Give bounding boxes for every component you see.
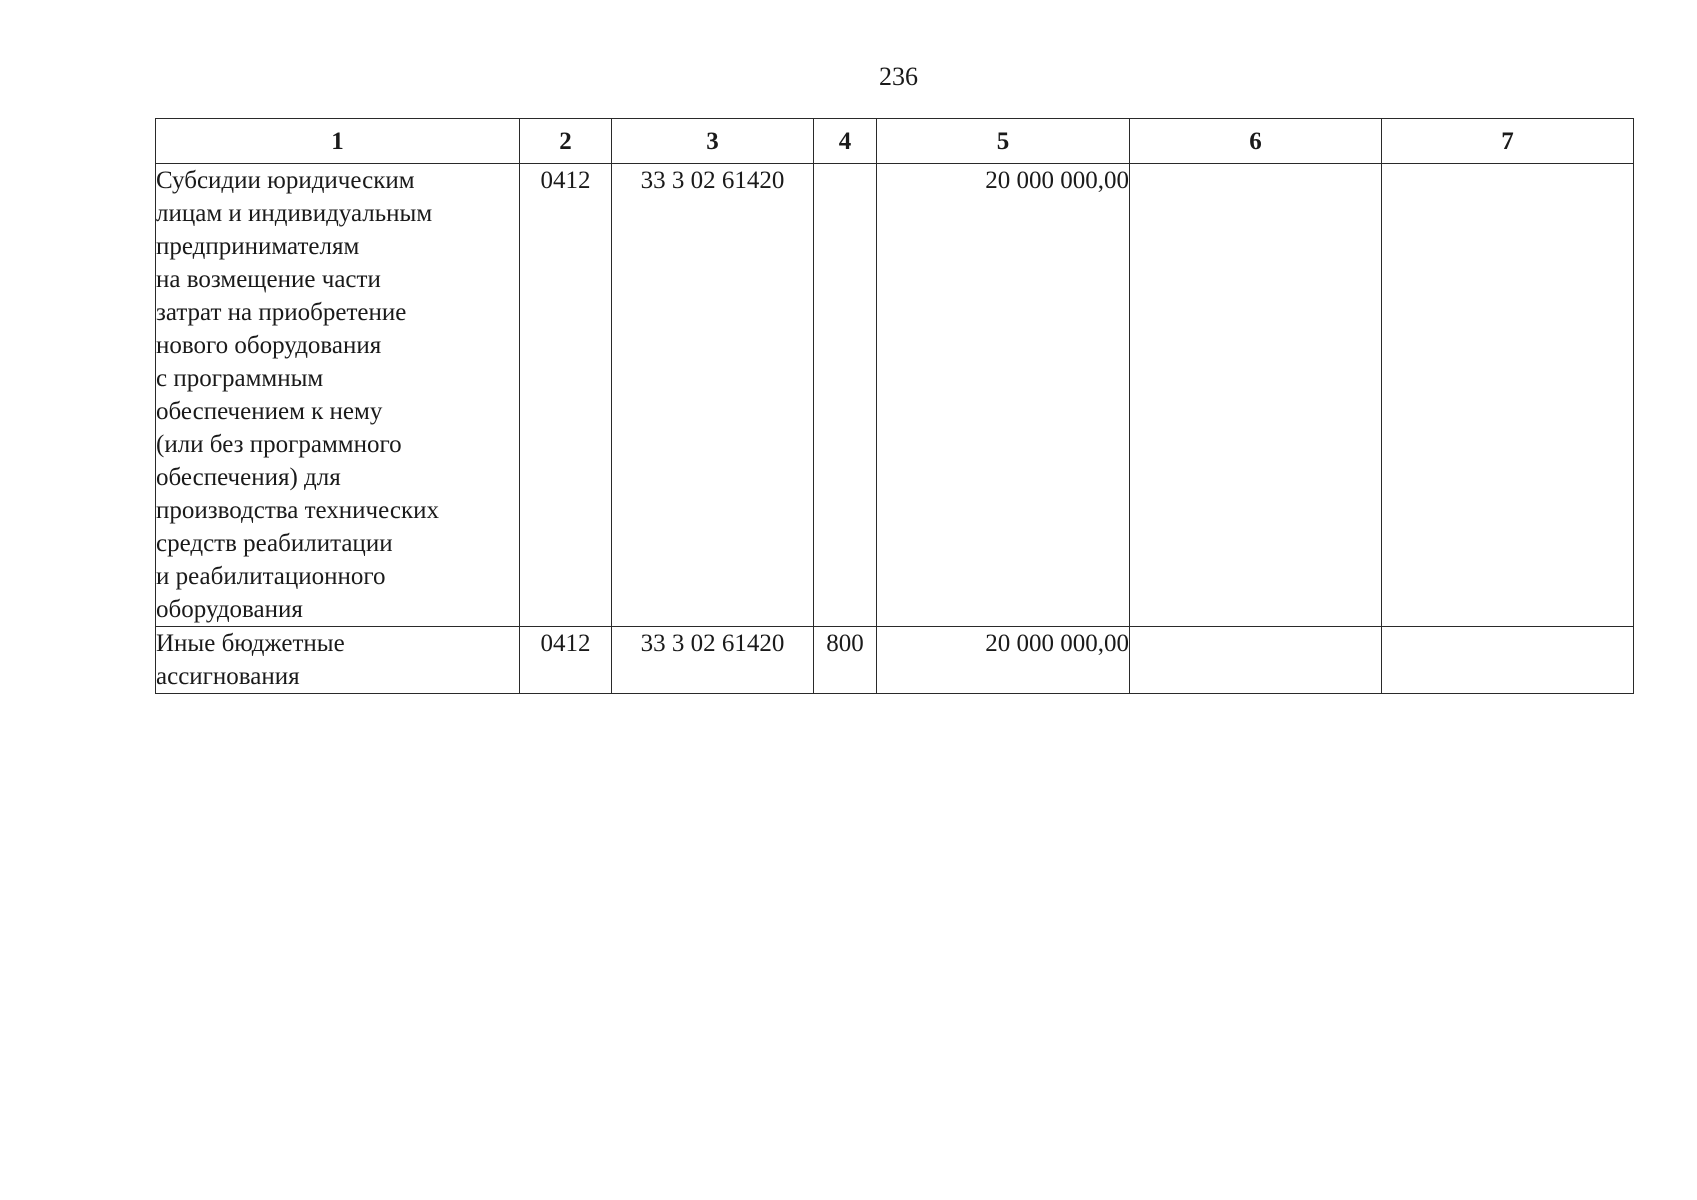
row-name-line: средств реабилитации <box>156 530 393 557</box>
table-header-row <box>156 119 1634 164</box>
row-name-line: с программным <box>156 365 324 392</box>
amount-cell: 20 000 000,00 <box>877 627 1130 694</box>
expense-type-cell <box>814 164 877 627</box>
row-name-cell <box>156 164 520 627</box>
row-name-line: (или без программного <box>156 431 402 458</box>
section-cell: 0412 <box>520 627 612 694</box>
col6-cell <box>1130 164 1382 627</box>
expense-type-cell: 800 <box>814 627 877 694</box>
header-col-2: 2 <box>520 119 612 164</box>
row-name-line: и реабилитационного <box>156 563 386 590</box>
row-name-line: ассигнования <box>156 663 300 690</box>
header-col-3: 3 <box>612 119 814 164</box>
target-article-cell: 33 3 02 61420 <box>612 164 814 627</box>
row-name-cell <box>156 627 520 694</box>
header-col-1: 1 <box>156 119 520 164</box>
row-name-line: обеспечения) для <box>156 464 341 491</box>
header-col-4: 4 <box>814 119 877 164</box>
budget-table <box>155 118 1634 694</box>
col6-cell <box>1130 627 1382 694</box>
section-cell: 0412 <box>520 164 612 627</box>
header-col-7: 7 <box>1382 119 1634 164</box>
col7-cell <box>1382 627 1634 694</box>
row-name-line: оборудования <box>156 596 303 623</box>
header-col-6: 6 <box>1130 119 1382 164</box>
row-name-line: нового оборудования <box>156 332 382 359</box>
table-row <box>156 164 1634 627</box>
page-number: 236 <box>879 62 918 91</box>
table-row <box>156 627 1634 694</box>
row-name-line: производства технических <box>156 497 439 524</box>
row-name-line: затрат на приобретение <box>156 299 407 326</box>
header-col-5: 5 <box>877 119 1130 164</box>
col7-cell <box>1382 164 1634 627</box>
target-article-cell: 33 3 02 61420 <box>612 627 814 694</box>
row-name-line: на возмещение части <box>156 266 381 293</box>
amount-cell: 20 000 000,00 <box>877 164 1130 627</box>
row-name-line: лицам и индивидуальным <box>156 200 433 227</box>
row-name-line: обеспечением к нему <box>156 398 383 425</box>
row-name-line: Субсидии юридическим <box>156 167 415 194</box>
row-name-line: предпринимателям <box>156 233 360 260</box>
row-name-line: Иные бюджетные <box>156 630 345 657</box>
